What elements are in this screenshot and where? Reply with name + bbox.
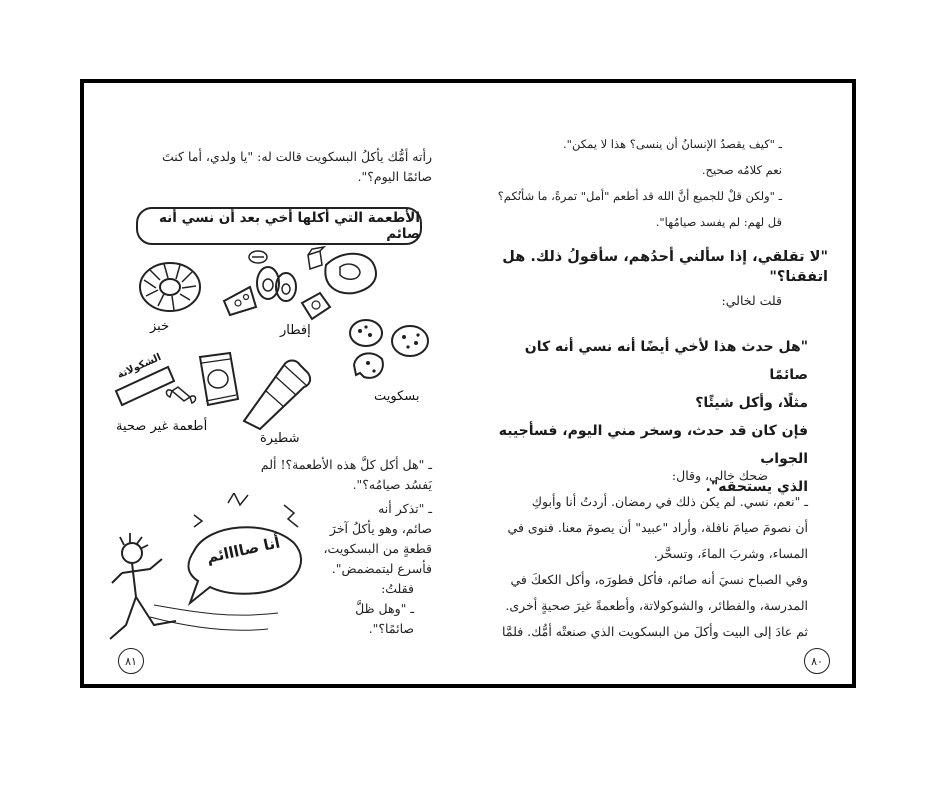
top-line: ـ "كيف يقصدُ الإنسانُ أن ينسى؟ هذا لا يمكن". (563, 137, 782, 151)
wrap-sandwich-icon (236, 351, 316, 433)
bubble-text: أنا صاااائم (204, 533, 282, 567)
page-80 (472, 83, 852, 684)
dialogue-2-line: فأسرع ليتمضمض". (331, 561, 432, 576)
top-line: ـ "ولكن قلْ للجميع أنَّ الله قد أطعم "أمل" تمرةً، ما شأنُكم؟ (497, 189, 782, 203)
page-81 (84, 83, 472, 684)
dialogue-2-line: قطعةٍ من البسكويت، (323, 541, 432, 556)
dialogue-2-line: فقلتُ: (381, 581, 414, 596)
hand-quote-1: "لا تقلقي، إذا سألني أحدُهم، سأقولُ ذلك. هل اتفقنا؟" (502, 249, 828, 285)
top-dialogue (482, 131, 782, 235)
biscuits-icon (346, 315, 436, 385)
biscuits-label: بسكويت (374, 389, 420, 404)
hand-quote-line: الذي يستحقه". (705, 479, 808, 495)
body-line: المدرسة، والفطائر، والشوكولاتة، وأطعمةً غيرَ صحيةٍ أخرى. (505, 598, 808, 613)
bread-label: خبز (150, 319, 170, 334)
top-line: قل لهم: لم يفسد صيامُها". (655, 215, 782, 229)
body-line: المساء، وشربَ الماءَ، وتسحَّر. (653, 546, 808, 561)
body-line: ـ "نعم، نسي. لم يكن ذلك في رمضان. أردتُ أنا وأبوكِ (531, 494, 808, 509)
page-number-left: ٨١ (118, 648, 144, 674)
banner-text: الأطعمة التي أكلها أخي بعد أن نسي أنه صائم (159, 210, 420, 242)
body-line: ضحك خالي، وقال: (671, 468, 768, 483)
body-line: أن نصومَ صيامَ نافلة، وأراد "عبيد" أن يصومَ معنا. فنوى في (507, 520, 808, 535)
page-number-right: ٨٠ (804, 648, 830, 674)
breakfast-icon (222, 243, 382, 325)
top-line: نعم كلامُه صحيح. (701, 163, 782, 177)
chocolate-icon (112, 351, 244, 419)
running-boy-icon (98, 493, 314, 653)
hand-quote-line: "هل حدث هذا لأخي أيضًا أنه نسي أنه كان صائمًا (524, 339, 808, 383)
book-spread (80, 79, 856, 688)
chocolate-wrapper-label: الشكولاتة (115, 351, 163, 382)
food-banner (136, 207, 422, 245)
intro-text: رأته أمُّك يأكلُ البسكويت قالت له: "يا ولدي، أما كنتَ صائمًا اليوم؟". (161, 149, 432, 184)
sandwich-label: شطيرة (260, 431, 300, 446)
hand-quote-line: فإن كان قد حدث، وسخر مني اليوم، فسأجيبه الجواب (498, 423, 808, 467)
dialogue-2-line: صائمًا؟". (368, 621, 414, 636)
hand-quote-line: مثلًا، وأكل شيئًا؟ (695, 395, 808, 411)
dialogue-2-line: صائم، وهو يأكلُ آخرَ (329, 521, 432, 536)
dialogue-1: ـ "هل أكل كلَّ هذه الأطعمة؟! ألم يَفسُد صيامُه؟". (260, 457, 432, 492)
body-line: ثم عادَ إلى البيت وأكلَ من البسكويت الذي صنعتْه أمُّك. فلمَّا (502, 624, 808, 639)
said-to-aunt: قلت لخالي: (721, 293, 782, 308)
dialogue-2-line: ـ "وهل ظلَّ (355, 601, 414, 616)
unhealthy-label: أطعمة غير صحية (116, 419, 208, 434)
dialogue-2-line: ـ "تذكر أنه (378, 501, 432, 516)
body-line: وفي الصباح نسيَ أنه صائم، فأكل فطورَه، وأكل الكعكَ في (510, 572, 808, 587)
bread-icon (136, 258, 204, 316)
breakfast-label: إفطار (280, 323, 311, 338)
body-text (488, 463, 808, 645)
